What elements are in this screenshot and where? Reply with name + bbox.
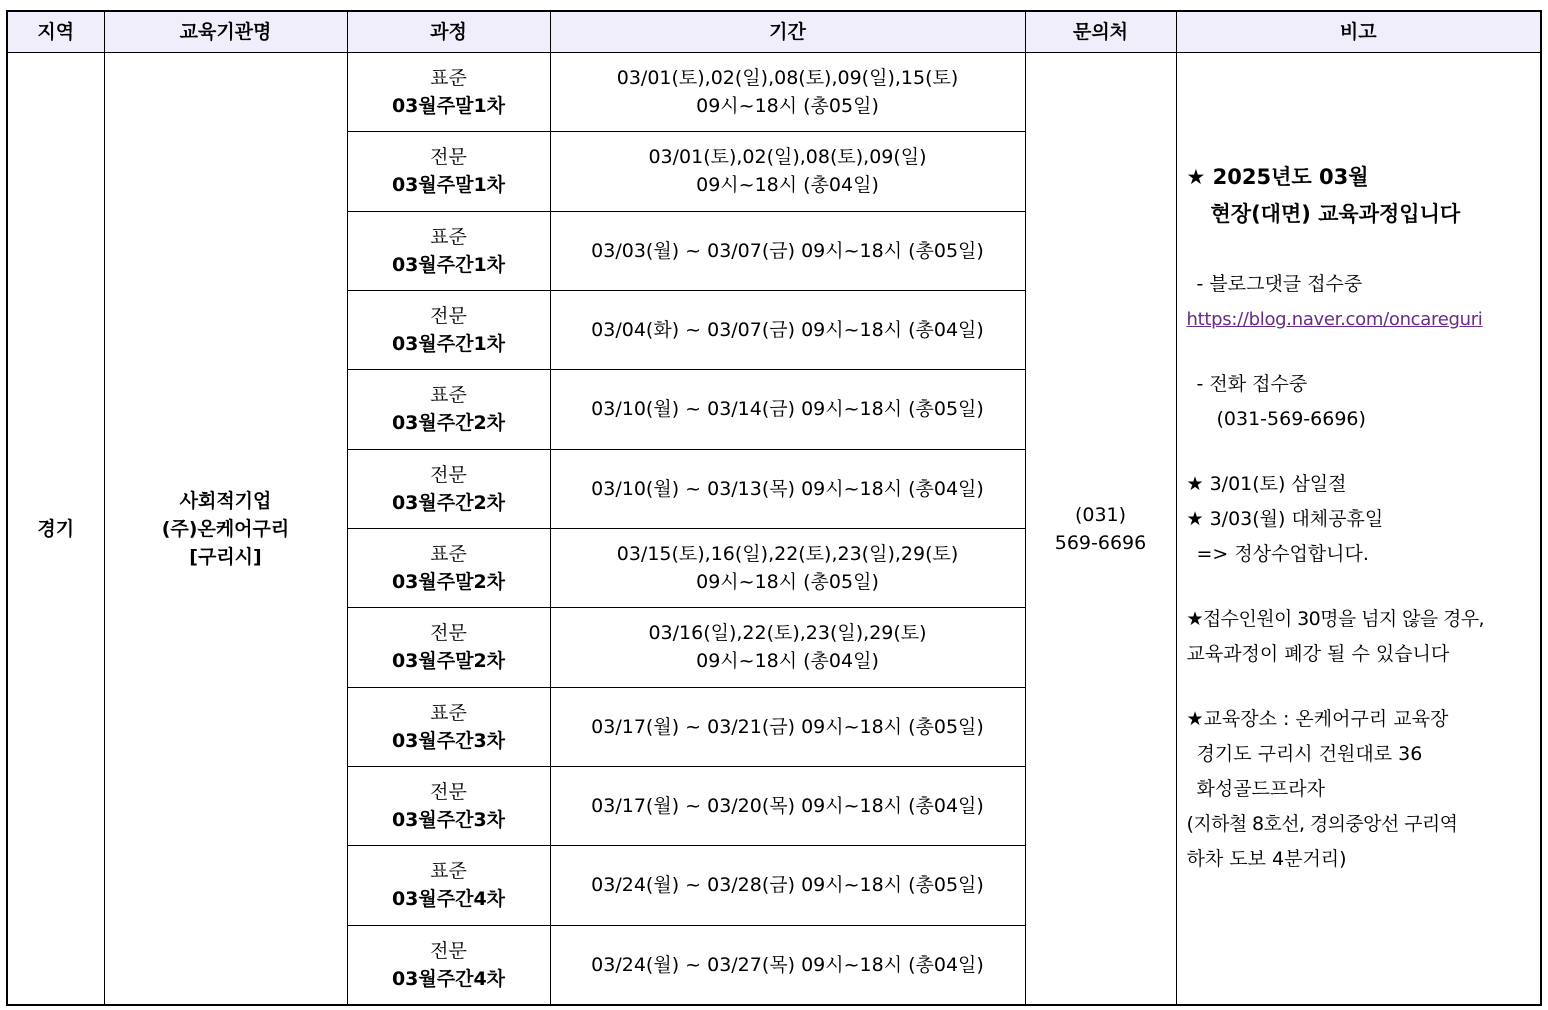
blog-registration-label: - 블로그댓글 접수중 [1196,273,1363,295]
period-hours: 09시~18시 (총05일) [696,95,879,118]
course-type: 표준 [430,225,467,248]
period-text: 03/10(월) ~ 03/14(금) 09시~18시 (총05일) [591,398,984,421]
course-schedule-table [6,10,1542,1006]
course-type: 표준 [430,543,467,566]
period-text: 03/03(월) ~ 03/07(금) 09시~18시 (총05일) [591,239,984,262]
course-type: 전문 [430,305,467,328]
period-dates: 03/16(일),22(토),23(일),29(토) [648,622,927,645]
institution-line-1: 사회적기업 [179,489,272,512]
blog-link[interactable]: https://blog.naver.com/oncareguri [1186,309,1483,330]
location-line-1: ★교육장소 : 온케어구리 교육장 [1186,708,1449,730]
header-notes: 비고 [1176,11,1541,53]
notes-cell [1176,53,1541,1006]
course-type: 표준 [430,860,467,883]
course-name: 03월주간2차 [391,491,506,514]
course-cell [347,370,550,449]
contact-area-code: (031) [1074,503,1127,526]
course-name: 03월주말1차 [391,95,506,118]
min-enrollment-note-2: 교육과정이 폐강 될 수 있습니다 [1186,643,1450,665]
phone-number: (031-569-6696) [1216,408,1366,430]
institution-line-2: (주)온케어구리 [161,517,290,540]
header-period: 기간 [550,11,1025,53]
period-dates: 03/01(토),02(일),08(토),09(일),15(토) [616,67,959,90]
period-cell [550,211,1025,290]
location-line-2: 경기도 구리시 건원대로 36 [1196,743,1423,765]
header-course: 과정 [347,11,550,53]
notes-headline-1: ★ 2025년도 03월 [1186,165,1369,189]
period-text: 03/17(월) ~ 03/20(목) 09시~18시 (총04일) [591,795,984,818]
period-text: 03/24(월) ~ 03/27(목) 09시~18시 (총04일) [591,953,984,976]
table-row [7,53,1541,132]
period-cell [550,53,1025,132]
course-type: 표준 [430,384,467,407]
holiday-note-2: ★ 3/03(월) 대체공휴일 [1186,508,1384,530]
period-text: 03/04(화) ~ 03/07(금) 09시~18시 (총04일) [591,319,984,342]
course-cell [347,687,550,766]
course-cell [347,766,550,845]
course-name: 03월주간1차 [391,253,506,276]
course-cell [347,925,550,1005]
holiday-note-1: ★ 3/01(토) 삼일절 [1186,473,1347,495]
course-cell [347,608,550,687]
notes-headline-2: 현장(대면) 교육과정입니다 [1210,202,1461,226]
course-name: 03월주간4차 [391,967,506,990]
period-hours: 09시~18시 (총04일) [696,650,879,673]
course-cell [347,53,550,132]
course-type: 전문 [430,939,467,962]
course-name: 03월주말1차 [391,174,506,197]
notes-content [1187,53,1535,877]
course-type: 표준 [430,701,467,724]
course-name: 03월주말2차 [391,571,506,594]
period-cell [550,132,1025,211]
period-text: 03/10(월) ~ 03/13(목) 09시~18시 (총04일) [591,477,984,500]
header-region: 지역 [7,11,104,53]
contact-cell [1025,53,1176,1006]
period-text: 03/17(월) ~ 03/21(금) 09시~18시 (총05일) [591,715,984,738]
location-line-4: (지하철 8호선, 경의중앙선 구리역 [1186,813,1458,835]
min-enrollment-note-1: ★접수인원이 30명을 넘지 않을 경우, [1186,608,1484,630]
course-name: 03월주간1차 [391,333,506,356]
period-cell [550,925,1025,1005]
contact-number: 569-6696 [1054,531,1147,554]
location-line-3: 화성골드프라자 [1196,778,1325,800]
period-cell [550,846,1025,925]
location-line-5: 하차 도보 4분거리) [1186,848,1347,870]
holiday-class-note: => 정상수업합니다. [1196,543,1369,565]
period-hours: 09시~18시 (총05일) [696,571,879,594]
region-cell: 경기 [7,53,104,1006]
institution-cell [104,53,347,1006]
header-institution: 교육기관명 [104,11,347,53]
course-cell [347,449,550,528]
period-text: 03/24(월) ~ 03/28(금) 09시~18시 (총05일) [591,874,984,897]
period-cell [550,528,1025,607]
course-type: 전문 [430,146,467,169]
course-cell [347,290,550,369]
course-cell [347,528,550,607]
period-cell [550,290,1025,369]
course-cell [347,846,550,925]
course-name: 03월주간3차 [391,809,506,832]
course-cell [347,211,550,290]
period-hours: 09시~18시 (총04일) [696,174,879,197]
course-type: 표준 [430,67,467,90]
course-name: 03월주말2차 [391,650,506,673]
period-dates: 03/01(토),02(일),08(토),09(일) [648,146,927,169]
course-cell [347,132,550,211]
course-name: 03월주간4차 [391,888,506,911]
period-cell [550,687,1025,766]
header-contact: 문의처 [1025,11,1176,53]
course-type: 전문 [430,781,467,804]
period-cell [550,766,1025,845]
period-cell [550,608,1025,687]
course-name: 03월주간2차 [391,412,506,435]
course-type: 전문 [430,463,467,486]
institution-line-3: [구리시] [189,545,262,568]
course-type: 전문 [430,622,467,645]
phone-registration-label: - 전화 접수중 [1196,373,1308,395]
period-cell [550,449,1025,528]
period-dates: 03/15(토),16(일),22(토),23(일),29(토) [616,543,959,566]
period-cell [550,370,1025,449]
course-name: 03월주간3차 [391,729,506,752]
header-row [7,11,1541,53]
